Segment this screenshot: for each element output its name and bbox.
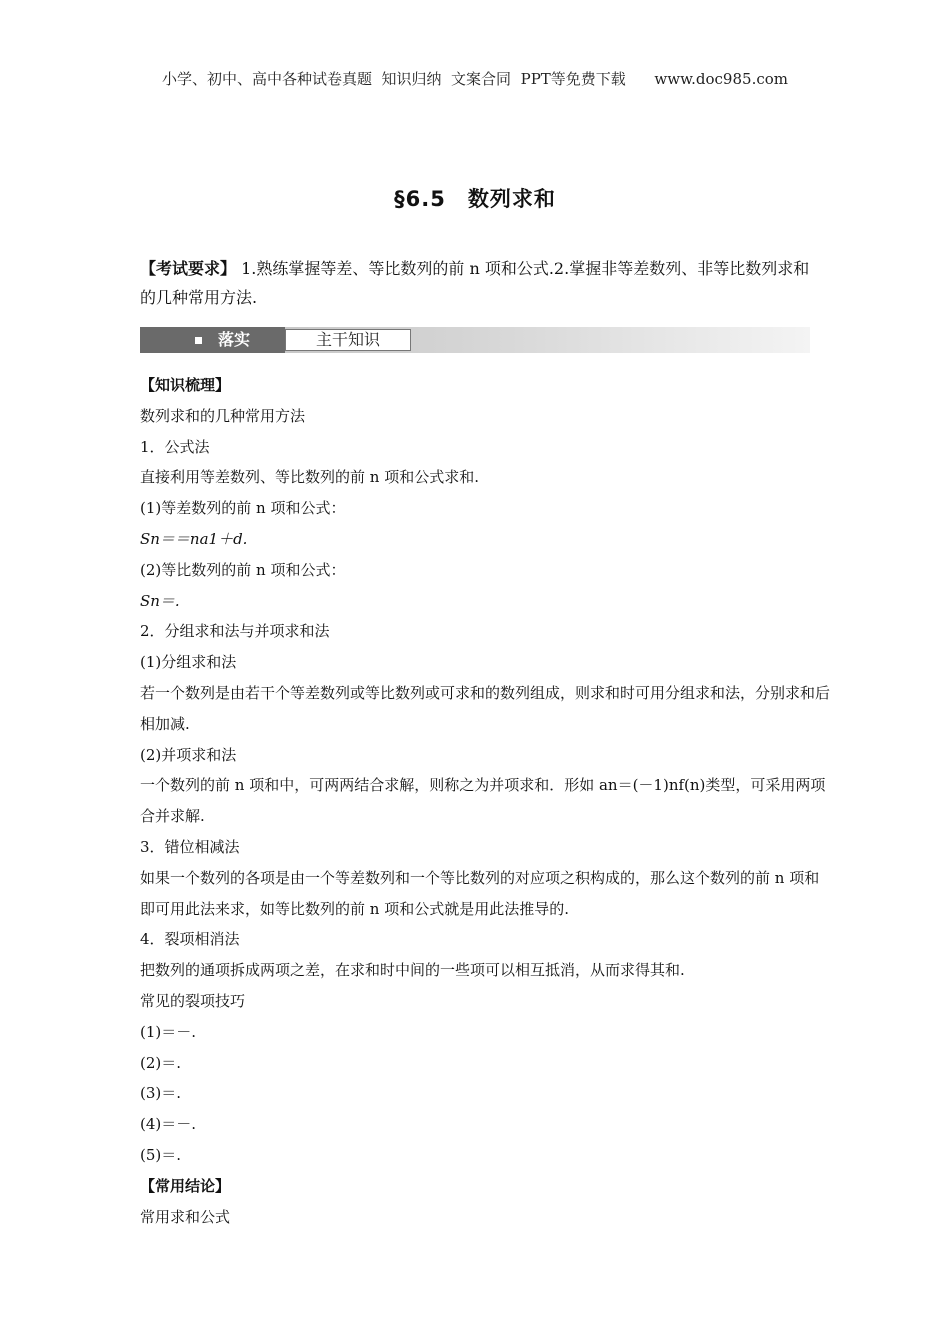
section-1-formula-2: Sn＝. (140, 591, 180, 610)
section-2-text-2: 一个数列的前 n 项和中，可两两结合求解，则称之为并项求和．形如 an＝(－1)nf(n)类型，可采用两项合并求解. (140, 776, 826, 826)
knowledge-tag: 【知识梳理】 (140, 376, 231, 394)
banner-right-label: 主干知识 (285, 329, 411, 351)
section-2-text-1: 若一个数列是由若干个等差数列或等比数列或可求和的数列组成，则求和时可用分组求和法，分别求和后相加减. (140, 683, 831, 733)
section-2-title: 2．分组求和法与并项求和法 (140, 622, 330, 641)
section-1-title: 1．公式法 (140, 437, 210, 456)
conclusion-tag: 【常用结论】 (140, 1176, 231, 1195)
page-title: §6.5 数列求和 (394, 187, 556, 211)
section-banner (140, 327, 810, 353)
list-item: (1)＝－. (140, 1022, 197, 1041)
section-2-point-1: (1)分组求和法 (140, 653, 237, 672)
requirement-tag: 【考试要求】 (140, 259, 237, 278)
section-3-text: 如果一个数列的各项是由一个等差数列和一个等比数列的对应项之积构成的，那么这个数列的前 n 项和即可用此法来求，如等比数列的前 n 项和公式就是用此法推导的. (140, 868, 820, 918)
section-1-text: 直接利用等差数列、等比数列的前 n 项和公式求和. (140, 468, 479, 487)
list-item: (3)＝. (140, 1084, 182, 1103)
list-item: (4)＝－. (140, 1115, 197, 1134)
section-4-title: 4．裂项相消法 (140, 930, 240, 949)
page-header: 小学、初中、高中各种试卷真题 知识归纳 文案合同 PPT等免费下载 www.doc985.com (161, 70, 788, 88)
list-item: (5)＝. (140, 1145, 182, 1164)
intro-line: 数列求和的几种常用方法 (140, 406, 306, 425)
section-1-formula-1: Sn＝＝na1＋d. (140, 529, 248, 548)
section-4-subtitle: 常见的裂项技巧 (140, 991, 246, 1010)
list-item: (2)＝. (140, 1053, 182, 1072)
square-bullet-icon (195, 337, 202, 344)
section-1-point-1: (1)等差数列的前 n 项和公式： (140, 499, 346, 518)
section-2-point-2: (2)并项求和法 (140, 745, 237, 764)
banner-dark-block (140, 327, 285, 353)
requirement-text: 1.熟练掌握等差、等比数列的前 n 项和公式.2.掌握非等差数列、非等比数列求和的几种常用方法. (140, 259, 810, 307)
exam-requirement (140, 254, 820, 312)
conclusion-text: 常用求和公式 (140, 1207, 231, 1226)
main-content (140, 370, 830, 1232)
section-3-title: 3．错位相减法 (140, 837, 240, 856)
section-1-point-2: (2)等比数列的前 n 项和公式： (140, 560, 346, 579)
banner-left-label: 落实 (218, 330, 251, 349)
section-4-text: 把数列的通项拆成两项之差，在求和时中间的一些项可以相互抵消，从而求得其和. (140, 961, 685, 980)
